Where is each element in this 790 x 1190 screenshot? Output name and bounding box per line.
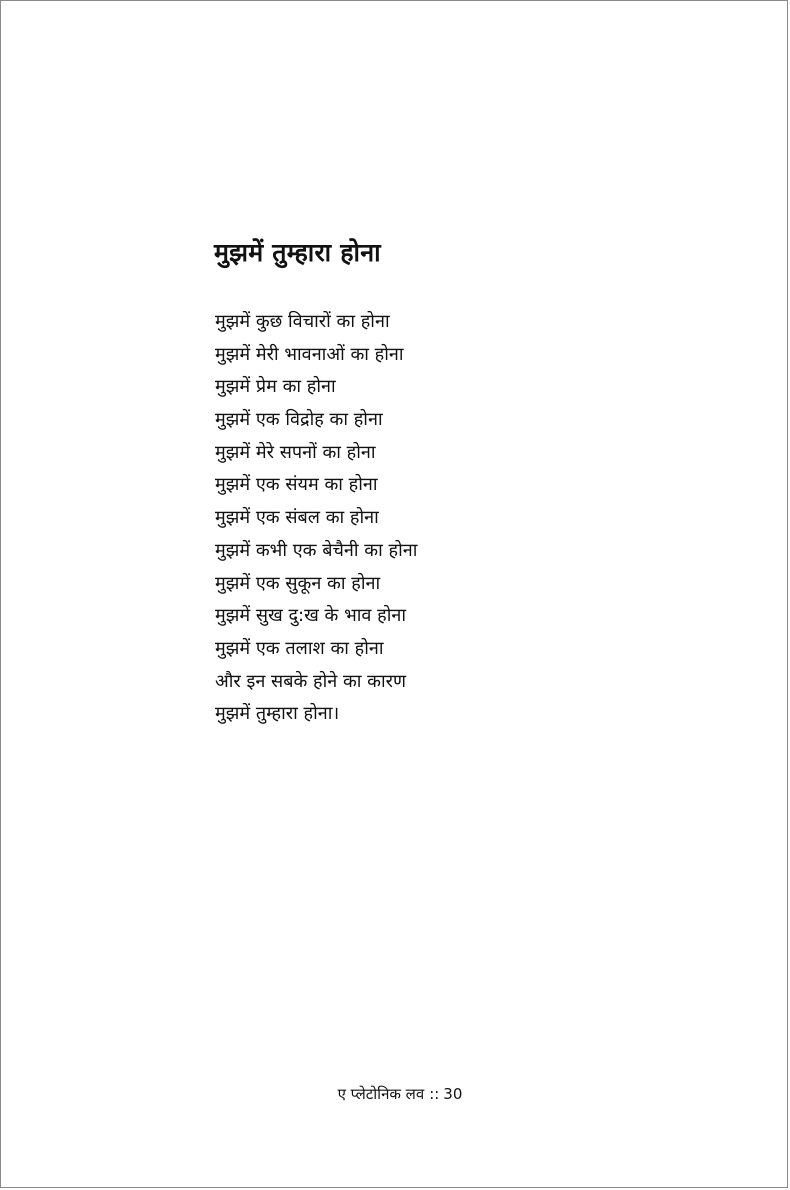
page-footer (1, 1083, 790, 1105)
poem-line: मुझमें एक विद्रोह का होना (215, 409, 383, 431)
poem-line: मुझमें प्रेम का होना (215, 376, 336, 398)
footer-separator: :: (429, 1085, 440, 1103)
poem-line: मुझमें एक तलाश का होना (215, 637, 384, 659)
poem-line: मुझमें सुख दु:ख के भाव होना (215, 605, 407, 627)
poem-line: मुझमें तुम्हारा होना। (215, 703, 340, 725)
poem-line: मुझमें कुछ विचारों का होना (215, 311, 390, 332)
poem-line: और इन सबके होने का कारण (215, 670, 407, 692)
page-number: 30 (443, 1085, 463, 1103)
poem-line: मुझमें मेरे सपनों का होना (215, 441, 376, 463)
poem-line: मुझमें एक संबल का होना (215, 507, 379, 529)
footer-book-title: ए प्लेटोनिक लव (337, 1085, 425, 1103)
poem-title: मुझमें तुम्हारा होना (214, 238, 381, 267)
poem-line: मुझमें मेरी भावनाओं का होना (215, 343, 404, 365)
poem-body (215, 306, 417, 731)
poem-line: मुझमें एक सुकून का होना (215, 572, 381, 594)
poem-line: मुझमें एक संयम का होना (215, 474, 378, 496)
poem-line: मुझमें कभी एक बेचैनी का होना (215, 539, 418, 561)
